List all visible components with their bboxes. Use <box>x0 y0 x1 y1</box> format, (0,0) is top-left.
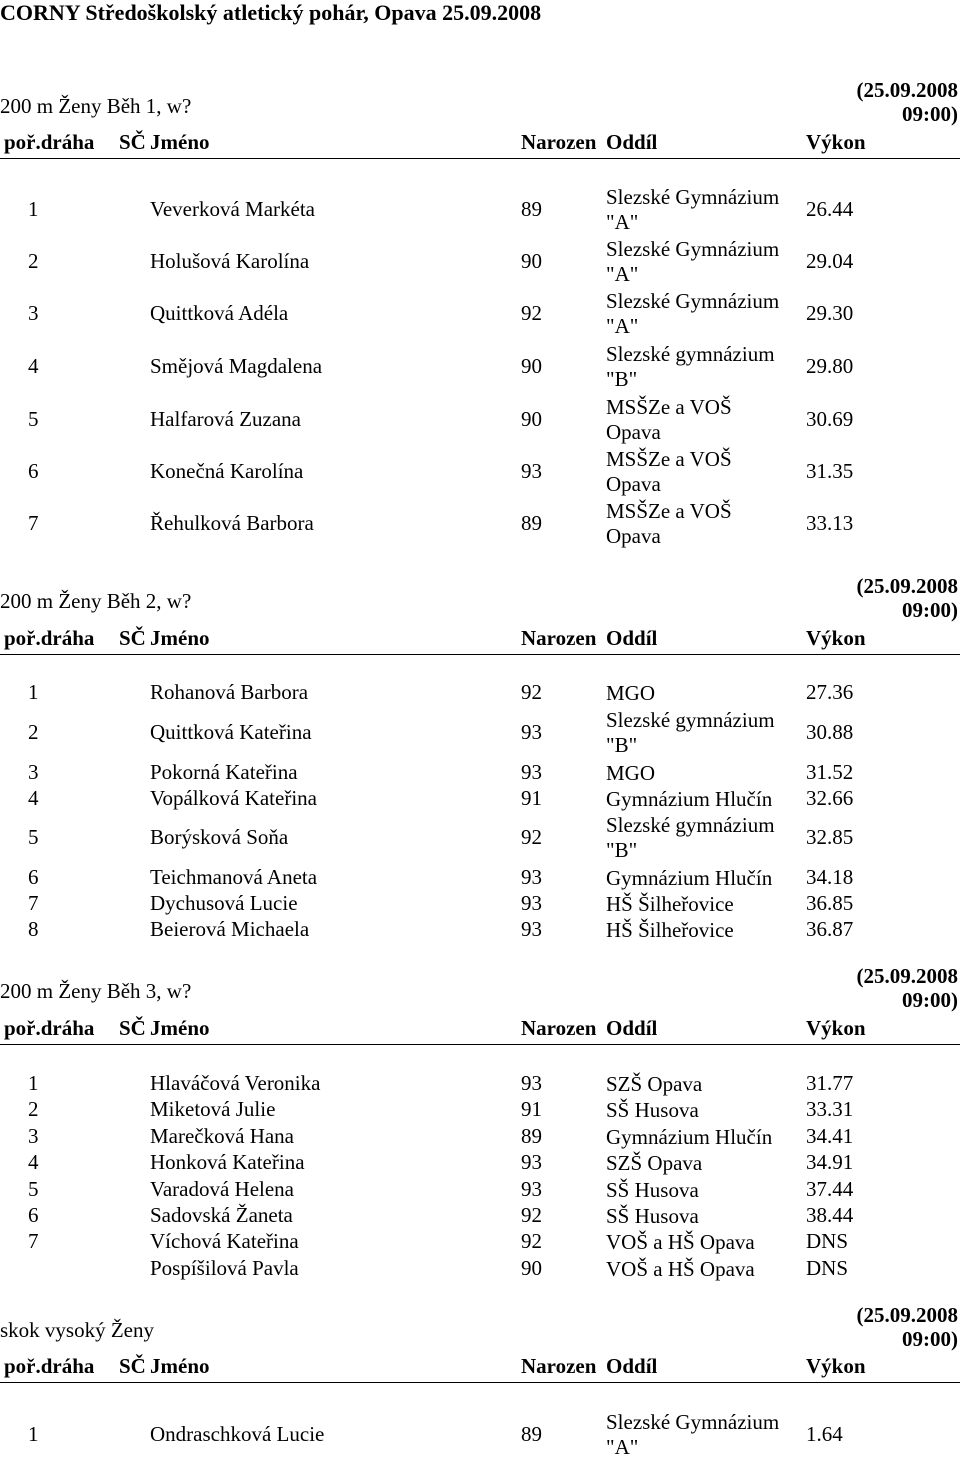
cell-oddil: HŠ Šilheřovice <box>606 892 734 916</box>
cell-narozen: 93 <box>521 720 542 744</box>
cell-oddil: VOŠ a HŠ Opava <box>606 1230 755 1254</box>
cell-oddil: SŠ Husova <box>606 1178 699 1202</box>
cell-vykon: 33.31 <box>806 1097 854 1121</box>
header-poradi-draha: poř.dráha <box>4 130 95 154</box>
cell-oddil-line: MSŠZe a VOŠ <box>606 499 732 523</box>
event-date-line: 09:00) <box>902 1327 958 1351</box>
cell-oddil <box>606 1410 779 1460</box>
cell-vykon: DNS <box>806 1229 849 1253</box>
event-date-line: (25.09.2008 <box>856 574 958 598</box>
event-date <box>818 964 958 1012</box>
cell-oddil-line: Slezské gymnázium <box>606 813 775 837</box>
column-header-row <box>0 628 960 652</box>
header-vykon: Výkon <box>806 626 866 650</box>
cell-jmeno: Hlaváčová Veronika <box>150 1071 321 1095</box>
event-date-line: 09:00) <box>902 988 958 1012</box>
cell-narozen: 90 <box>521 354 542 378</box>
cell-oddil: VOŠ a HŠ Opava <box>606 1257 755 1281</box>
cell-narozen: 91 <box>521 786 542 810</box>
cell-vykon: 34.91 <box>806 1150 854 1174</box>
header-oddil: Oddíl <box>606 626 658 650</box>
cell-vykon: 32.66 <box>806 786 854 810</box>
cell-oddil-line: Opava <box>606 524 661 548</box>
cell-narozen: 93 <box>521 1177 542 1201</box>
cell-narozen: 91 <box>521 1097 542 1121</box>
cell-narozen: 89 <box>521 1422 542 1446</box>
cell-poradi: 6 <box>28 1203 39 1227</box>
cell-vykon: 32.85 <box>806 825 854 849</box>
header-rule <box>0 158 960 159</box>
event-date-line: 09:00) <box>902 102 958 126</box>
header-poradi-draha: poř.dráha <box>4 626 95 650</box>
cell-vykon: DNS <box>806 1256 849 1280</box>
cell-narozen: 90 <box>521 407 542 431</box>
cell-vykon: 36.87 <box>806 917 854 941</box>
event-date <box>818 1303 958 1351</box>
cell-vykon: 31.35 <box>806 459 854 483</box>
header-vykon: Výkon <box>806 1016 866 1040</box>
event-name: 200 m Ženy Běh 1, w? <box>0 94 192 118</box>
cell-poradi: 1 <box>28 1071 39 1095</box>
cell-poradi: 6 <box>28 865 39 889</box>
cell-vykon: 33.13 <box>806 511 854 535</box>
header-jmeno: Jméno <box>150 626 210 650</box>
cell-vykon: 26.44 <box>806 197 854 221</box>
cell-narozen: 92 <box>521 825 542 849</box>
cell-poradi: 2 <box>28 249 39 273</box>
cell-oddil-line: Slezské Gymnázium <box>606 237 780 261</box>
event-date-line: (25.09.2008 <box>856 964 958 988</box>
cell-poradi: 7 <box>28 891 39 915</box>
cell-poradi: 7 <box>28 511 39 535</box>
cell-narozen: 93 <box>521 1150 542 1174</box>
cell-jmeno: Quittková Adéla <box>150 301 289 325</box>
event-date-line: (25.09.2008 <box>856 78 958 102</box>
cell-oddil-line: "B" <box>606 367 638 391</box>
cell-poradi: 2 <box>28 720 39 744</box>
cell-poradi: 4 <box>28 1150 39 1174</box>
cell-narozen: 93 <box>521 1071 542 1095</box>
cell-oddil-line: "A" <box>606 314 639 338</box>
cell-oddil <box>606 708 775 758</box>
cell-vykon: 37.44 <box>806 1177 854 1201</box>
cell-oddil-line: MSŠZe a VOŠ <box>606 447 732 471</box>
cell-oddil: SŠ Husova <box>606 1098 699 1122</box>
cell-jmeno: Ondraschková Lucie <box>150 1422 325 1446</box>
cell-oddil: Gymnázium Hlučín <box>606 866 773 890</box>
cell-narozen: 90 <box>521 249 542 273</box>
cell-jmeno: Halfarová Zuzana <box>150 407 301 431</box>
cell-oddil <box>606 395 732 445</box>
header-jmeno: Jméno <box>150 1016 210 1040</box>
cell-jmeno: Teichmanová Aneta <box>150 865 318 889</box>
header-jmeno: Jméno <box>150 130 210 154</box>
cell-vykon: 38.44 <box>806 1203 854 1227</box>
cell-jmeno: Beierová Michaela <box>150 917 310 941</box>
header-narozen: Narozen <box>521 1354 597 1378</box>
cell-oddil-line: "A" <box>606 262 639 286</box>
cell-poradi: 7 <box>28 1229 39 1253</box>
cell-vykon: 31.77 <box>806 1071 854 1095</box>
cell-jmeno: Holušová Karolína <box>150 249 310 273</box>
cell-poradi: 6 <box>28 459 39 483</box>
cell-narozen: 93 <box>521 760 542 784</box>
header-oddil: Oddíl <box>606 130 658 154</box>
cell-oddil <box>606 447 732 497</box>
header-rule <box>0 654 960 655</box>
cell-oddil: MGO <box>606 681 656 705</box>
cell-vykon: 1.64 <box>806 1422 843 1446</box>
column-header-row <box>0 1018 960 1042</box>
cell-oddil: Gymnázium Hlučín <box>606 787 773 811</box>
cell-oddil <box>606 813 775 863</box>
header-sc: SČ <box>119 1354 146 1378</box>
cell-poradi: 3 <box>28 1124 39 1148</box>
cell-jmeno: Víchová Kateřina <box>150 1229 299 1253</box>
cell-oddil-line: Slezské Gymnázium <box>606 289 780 313</box>
header-narozen: Narozen <box>521 626 597 650</box>
cell-oddil: HŠ Šilheřovice <box>606 918 734 942</box>
header-vykon: Výkon <box>806 130 866 154</box>
cell-narozen: 89 <box>521 197 542 221</box>
cell-vykon: 29.04 <box>806 249 854 273</box>
cell-jmeno: Rohanová Barbora <box>150 680 309 704</box>
cell-vykon: 30.88 <box>806 720 854 744</box>
cell-poradi: 1 <box>28 680 39 704</box>
cell-narozen: 89 <box>521 511 542 535</box>
cell-poradi: 3 <box>28 760 39 784</box>
header-poradi-draha: poř.dráha <box>4 1016 95 1040</box>
header-narozen: Narozen <box>521 130 597 154</box>
cell-oddil: SŠ Husova <box>606 1204 699 1228</box>
cell-vykon: 27.36 <box>806 680 854 704</box>
cell-oddil-line: Slezské Gymnázium <box>606 185 780 209</box>
cell-poradi: 2 <box>28 1097 39 1121</box>
cell-poradi: 8 <box>28 917 39 941</box>
header-oddil: Oddíl <box>606 1016 658 1040</box>
cell-narozen: 92 <box>521 1203 542 1227</box>
cell-jmeno: Konečná Karolína <box>150 459 304 483</box>
cell-oddil-line: "B" <box>606 733 638 757</box>
cell-vykon: 31.52 <box>806 760 854 784</box>
cell-poradi: 3 <box>28 301 39 325</box>
cell-oddil <box>606 342 775 392</box>
header-rule <box>0 1382 960 1383</box>
cell-oddil-line: Opava <box>606 472 661 496</box>
cell-jmeno: Dychusová Lucie <box>150 891 298 915</box>
cell-jmeno: Řehulková Barbora <box>150 511 314 535</box>
cell-narozen: 92 <box>521 301 542 325</box>
event-date <box>818 78 958 126</box>
cell-narozen: 93 <box>521 917 542 941</box>
cell-jmeno: Borýsková Soňa <box>150 825 289 849</box>
event-date <box>818 574 958 622</box>
header-oddil: Oddíl <box>606 1354 658 1378</box>
header-narozen: Narozen <box>521 1016 597 1040</box>
cell-narozen: 92 <box>521 680 542 704</box>
cell-jmeno: Veverková Markéta <box>150 197 316 221</box>
cell-oddil-line: Slezské Gymnázium <box>606 1410 780 1434</box>
cell-jmeno: Honková Kateřina <box>150 1150 305 1174</box>
header-sc: SČ <box>119 626 146 650</box>
cell-oddil <box>606 185 779 235</box>
cell-vykon: 34.18 <box>806 865 854 889</box>
cell-vykon: 34.41 <box>806 1124 854 1148</box>
cell-vykon: 29.80 <box>806 354 854 378</box>
cell-poradi: 4 <box>28 354 39 378</box>
cell-narozen: 90 <box>521 1256 542 1280</box>
cell-jmeno: Pospíšilová Pavla <box>150 1256 299 1280</box>
cell-jmeno: Sadovská Žaneta <box>150 1203 293 1227</box>
cell-poradi: 5 <box>28 407 39 431</box>
cell-oddil <box>606 499 732 549</box>
cell-oddil-line: "A" <box>606 1435 639 1459</box>
cell-jmeno: Miketová Julie <box>150 1097 276 1121</box>
cell-vykon: 30.69 <box>806 407 854 431</box>
cell-jmeno: Varadová Helena <box>150 1177 295 1201</box>
header-jmeno: Jméno <box>150 1354 210 1378</box>
cell-poradi: 5 <box>28 825 39 849</box>
column-header-row <box>0 132 960 156</box>
cell-narozen: 93 <box>521 459 542 483</box>
cell-narozen: 93 <box>521 891 542 915</box>
header-rule <box>0 1044 960 1045</box>
cell-oddil: SZŠ Opava <box>606 1072 703 1096</box>
cell-vykon: 29.30 <box>806 301 854 325</box>
cell-poradi: 4 <box>28 786 39 810</box>
cell-jmeno: Pokorná Kateřina <box>150 760 298 784</box>
cell-oddil-line: Slezské gymnázium <box>606 342 775 366</box>
cell-oddil: Gymnázium Hlučín <box>606 1125 773 1149</box>
header-poradi-draha: poř.dráha <box>4 1354 95 1378</box>
cell-narozen: 89 <box>521 1124 542 1148</box>
header-sc: SČ <box>119 130 146 154</box>
cell-narozen: 93 <box>521 865 542 889</box>
cell-oddil <box>606 289 779 339</box>
cell-oddil-line: MSŠZe a VOŠ <box>606 395 732 419</box>
cell-jmeno: Vopálková Kateřina <box>150 786 317 810</box>
cell-poradi: 1 <box>28 1422 39 1446</box>
event-name: skok vysoký Ženy <box>0 1318 154 1342</box>
cell-oddil-line: "A" <box>606 210 639 234</box>
page-title: CORNY Středoškolský atletický pohár, Opava 25.09.2008 <box>0 0 542 25</box>
column-header-row <box>0 1356 960 1380</box>
cell-oddil: SZŠ Opava <box>606 1151 703 1175</box>
cell-oddil-line: "B" <box>606 838 638 862</box>
header-vykon: Výkon <box>806 1354 866 1378</box>
cell-poradi: 1 <box>28 197 39 221</box>
cell-jmeno: Marečková Hana <box>150 1124 295 1148</box>
cell-oddil-line: Opava <box>606 420 661 444</box>
cell-vykon: 36.85 <box>806 891 854 915</box>
cell-poradi: 5 <box>28 1177 39 1201</box>
cell-oddil: MGO <box>606 761 656 785</box>
event-name: 200 m Ženy Běh 2, w? <box>0 589 192 613</box>
event-date-line: 09:00) <box>902 598 958 622</box>
cell-jmeno: Quittková Kateřina <box>150 720 312 744</box>
header-sc: SČ <box>119 1016 146 1040</box>
cell-jmeno: Smějová Magdalena <box>150 354 323 378</box>
cell-oddil-line: Slezské gymnázium <box>606 708 775 732</box>
event-date-line: (25.09.2008 <box>856 1303 958 1327</box>
cell-narozen: 92 <box>521 1229 542 1253</box>
cell-oddil <box>606 237 779 287</box>
event-name: 200 m Ženy Běh 3, w? <box>0 979 192 1003</box>
